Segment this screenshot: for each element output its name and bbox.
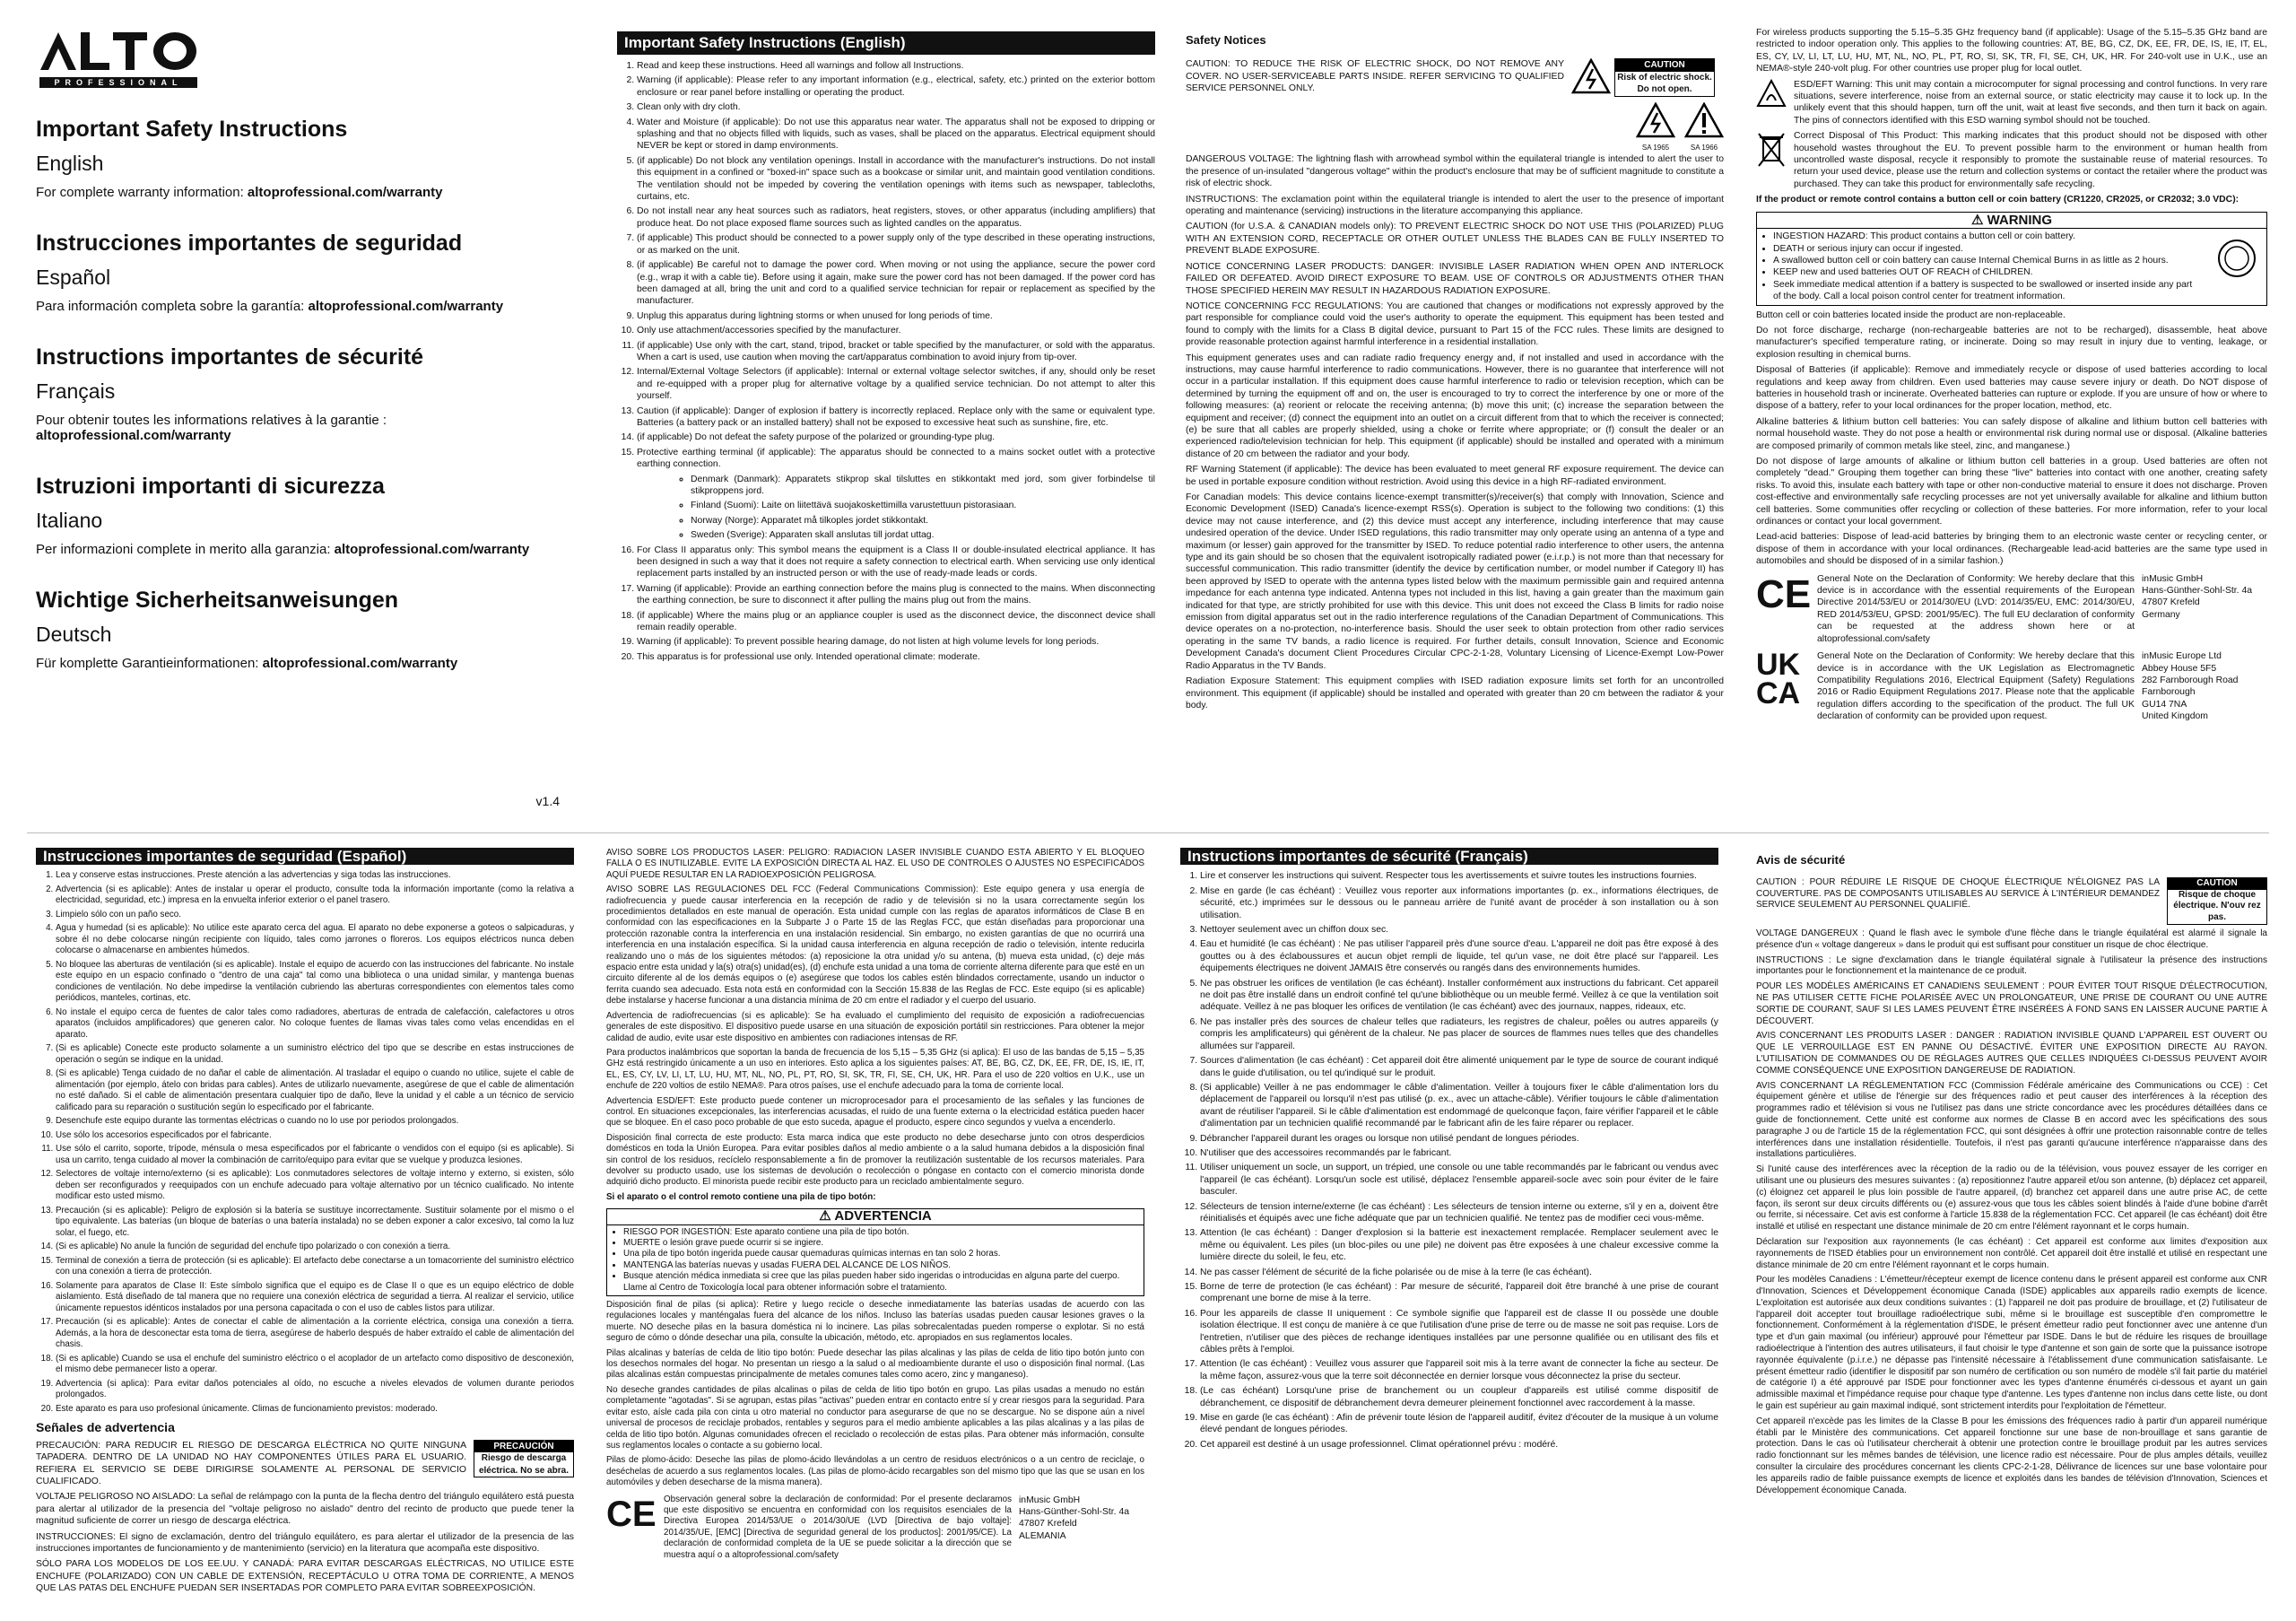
spanish-warning-box — [606, 1208, 1144, 1296]
address-line: Hans-Günther-Sohl-Str. 4a — [2142, 586, 2253, 597]
french-caution-label: CAUTION Risque de choque électrique. N'ouv rez pas. — [2167, 877, 2267, 925]
warranty-prefix: Per informazioni complete in merito alla garanzia: — [36, 542, 335, 557]
french-list — [1180, 870, 1718, 1451]
list-item: 10. Use sólo los accesorios especificados por el fabricante. — [56, 1130, 574, 1142]
ukca-mark-icon: UK CA — [1756, 648, 1801, 711]
french-notice-paragraph: Si l'unité cause des interférences avec la réception de la radio ou de la télévision, vous pouvez essayer de les corriger en utilisant une ou plusieurs des mesures suivantes : (a) repositionnez l'autre appareil et/ou son antenne, (b) déplacez cet appareil, (c) éloignez cet appareil le plus loin possible de l'autre appareil, (d) branchez cet appareil dans une autre prise AC, de cette façon, ils seront sur deux circuits différents ou (e) assurez-vous que tous les câbles soient blindés à l'aide d'une bobine d'arrêt ou ferrite, si nécessaire. Cet avis est conforme à l'article 15.838 de la réglementation FCC. Cet appareil (le cas échéant) doit être installé et utilisé en respectant une distance minimale de 20 cm entre l'élément rayonnant et le corps humain. — [1756, 1164, 2267, 1233]
french-notice-paragraph: Déclaration sur l'exposition aux rayonnements (le cas échéant) : Cet appareil est conforme aux limites d'exposition aux rayonnements de l'ISED établies pour un environnement non contrôlé. Cet appareil doit être installé et utilisé en respectant une distance minimale de 20 cm entre l'élément rayonnant et le corps humain. — [1756, 1236, 2267, 1270]
exclamation-triangle-icon — [1684, 102, 1724, 138]
lightning-warning-icon — [1571, 58, 1611, 94]
list-item: 19. Mise en garde (le cas échéant) : Afin de prévenir toute lésion de l'appareil auditif, évitez d'écouter de la musique à un volume élevé pendant de longues périodes. — [1200, 1412, 1718, 1436]
spanish-caution-block — [36, 1440, 574, 1488]
ce-mark-icon: CE — [606, 1494, 657, 1534]
list-item: ◦ Finland (Suomi): Laite on liitettävä suojakoskettimilla varustettuun pistorasiaan. — [691, 500, 1155, 511]
list-item: 7. (if applicable) This product should be connected to a power supply only of the type described in these operating instructions, or as marked on the unit. — [637, 232, 1155, 257]
list-item: 15. Protective earthing terminal (if applicable): The apparatus should be connected to a mains socket outlet with a protective earthing connection. — [637, 447, 1155, 471]
language-block — [36, 231, 574, 314]
list-item: 4. Agua y humedad (si es aplicable): No utilice este aparato cerca del agua. El aparato no debe exponerse a goteos o salpicaduras, y sobre él no debe colocarse ningún recipiente con líquido, tales como jarrones o floreros. Los equipos eléctricos nunca deben colocarse o almacenarse en ambientes húmedos. — [56, 923, 574, 957]
warning-items — [1757, 231, 2200, 302]
list-item: 7. (Si es aplicable) Conecte este producto solamente a un suministro eléctrico del tipo que se describe en estas instrucciones de operación o según se indique en la unidad. — [56, 1043, 574, 1066]
list-item: • DEATH or serious injury can occur if ingested. — [1773, 243, 2200, 255]
list-item: 8. (if applicable) Be careful not to damage the power cord. When moving or not using the appliance, secure the power cord (e.g., wrap it with a cable tie). Before using it again, make sure the power cord has not been damaged. If the power cord has been damaged at all, bring the unit and cord to a qualified service technician for repair or replacement as specified by the manufacturer. — [637, 259, 1155, 308]
ce-mark-icon: CE — [1756, 571, 1812, 616]
warranty-link[interactable]: altoprofessional.com/warranty — [334, 542, 530, 557]
list-item: 2. Mise en garde (le cas échéant) : Veuillez vous reporter aux informations importantes (p. ex., informations électriques, de sécurité, etc.) imprimées sur le dessous ou le panneau arrière de l'unité avant de procéder à son installation ou à son utilisation. — [1200, 885, 1718, 921]
page-divider — [27, 832, 2269, 833]
list-item: 1. Read and keep these instructions. Heed all warnings and follow all Instructions. — [637, 60, 1155, 72]
list-item: 5. Ne pas obstruer les orifices de ventilation (le cas échéant). Installer conformément aux instructions du fabricant. Cet appareil ne doit pas être installé dans un endroit confiné tel qu'une bibliothèque ou un meuble fermé. Veillez à ce que la ventilation soit adéquate. Veillez à ne pas bloquer les orifices de ventilation (le cas échéant) avec des journaux, nappes, rideaux, etc. — [1200, 978, 1718, 1014]
alto-logo — [36, 27, 206, 92]
disposal-row — [1756, 130, 2267, 194]
warning-triangle-icon: ⚠ — [819, 1208, 835, 1224]
esd-text: ESD/EFT Warning: This unit may contain a microcomputer for signal processing and control functions. In very rare situations, severe interference, noise from an external source, or static electricity may cause it to lock up. In the unlikely event that this should happen, turn off the unit, wait at least five seconds, and then turn it back on again. The pins of connectors identified with this ESD warning symbol should not be touched. — [1794, 79, 2267, 126]
list-item: 3. Clean only with dry cloth. — [637, 101, 1155, 113]
list-item: 16. Pour les appareils de classe II uniquement : Ce symbole signifie que l'appareil est de classe II ou possède une double isolation électrique. Il est conçu de manière à ce que l'utilisation d'une prise de terre ou de masse ne soit pas requise. Lors de l'entretien, n'utiliser que des pièces de rechange identiques installées par une personne qualifiée ou en utilisant des fils et câbles prêts à l'emploi. — [1200, 1308, 1718, 1356]
battery-paragraph: Do not dispose of large amounts of alkaline or lithium button cell batteries in a group. Used batteries are often not completely "dead." Grouping them together can bring these "live" batteries into contact with one another, creating safety risks. To avoid this, insulate each battery with tape or other non-conductive material to ensure it does not discharge. Proven cost-effective and environmentally safe recycling processes are not yet universally available for alkaline and lithium button cell batteries. Some communities offer recycling or collection of these batteries. For more information, refer to your local ordinances or contact your local government. — [1756, 457, 2267, 527]
spanish-notice-paragraph: Para productos inalámbricos que soportan la banda de frecuencia de los 5,15 – 5,35 GHz (si aplica): El uso de las bandas de 5,15 – 5,35 GHz está restringido únicamente a un uso en interiores. Esto aplica a los siguientes países: AT, BE, BG, CZ, DK, EE, FR, DE, IS, IE, IT, EL, ES, CY, LV, LI, LT, LU, HU, MT, NL, NO, PL, PT, RO, SI, SK, TR, FI, SE, CH, UK, HR. Para el uso de 220 voltios en U.K., use un enchufe de 220 voltios de estilo NEMA®. Para otros países, use el enchufe adecuado para la toma de corriente local. — [606, 1047, 1144, 1092]
address-line: ALEMANIA — [1019, 1530, 1066, 1541]
uk-text: General Note on the Declaration of Conformity: We hereby declare that this device is in accordance with the UK Legislation as Electromagnetic Compatibility Regulations 2016, Electrical Equipment (Safety) Regulations 2016 or Radio Equipment Regulations 2017. Please note that the applicable regulation differs according to the specification of the product. The full UK declaration of conformity can be provided upon request. — [1817, 651, 2135, 722]
address-line: inMusic GmbH — [1019, 1495, 1081, 1505]
address-line: inMusic Europe Ltd — [2142, 651, 2222, 662]
list-item: • MUERTE o lesión grave puede ocurrir si se ingiere. — [623, 1238, 1144, 1249]
list-item: 14. (if applicable) Do not defeat the safety purpose of the polarized or grounding-type plug. — [637, 431, 1155, 443]
language-heading: Instructions importantes de sécurité — [36, 344, 424, 370]
spanish-coin-line: Si el aparato o el control remoto contiene una pila de tipo botón: — [606, 1191, 876, 1202]
warranty-link[interactable]: altoprofessional.com/warranty — [308, 299, 504, 314]
esd-warning-icon — [1756, 79, 1787, 108]
warranty-line — [36, 656, 574, 671]
list-item: 17. Attention (le cas échéant) : Veuillez vous assurer que l'appareil soit mis à la terre avant de connecter la fiche au secteur. De la même façon, assurez-vous que la terre soit déconnectée en dernier lorsque vous déconnectez la prise du secteur. — [1200, 1358, 1718, 1382]
uk-address — [2142, 650, 2267, 722]
list-item: • MANTENGA las baterías nuevas y usadas FUERA DEL ALCANCE DE LOS NIÑOS. — [623, 1260, 1144, 1271]
french-notice-paragraph: AVIS CONCERNANT LES PRODUITS LASER : DANGER : RADIATION INVISIBLE QUAND L'APPAREIL EST OUVERT OU QUE LE VERROUILLAGE EST EN PANNE OU DÉSACTIVÉ. ÉVITER UNE EXPOSITION DIRECTE AU RAYON. L'UTILISATION DE COMMANDES OU DE RÉGLAGES AUTRES QUE CELLES INDIQUÉES CI-DESSUS PEUVENT AVOIR COMME CONSÉQUENCE UNE EXPOSITION DANGEREUSE DE RADIATION. — [1756, 1031, 2267, 1076]
spanish-notice-paragraph: Disposición final correcta de este producto: Esta marca indica que este producto no debe desecharse junto con otros desperdicios domésticos en toda la Unión Europea. Para evitar posibles daños al medio ambiente o a la salud humana debidos a la disposición final sin control de los residuos, recíclelo responsablemente a fin de promover la reutilización sustentable de los recursos materiales. Para devolver su producto usado, use los sistemas de devolución o recolección o póngase en contacto con el comercio minorista donde adquirió dicho producto. El minorista puede recibir este producto para un reciclado ambientalmente seguro. — [606, 1132, 1144, 1188]
list-item: 2. Warning (if applicable): Please refer to any important information (e.g., electrical, safety, etc.) printed on the exterior bottom enclosure or rear panel before installing or operating the product. — [637, 74, 1155, 99]
warning-triangle-icon: ⚠ — [1970, 212, 1987, 228]
language-heading: Wichtige Sicherheitsanweisungen — [36, 588, 399, 613]
spanish-paragraph: VOLTAJE PELIGROSO NO AISLADO: La señal de relámpago con la punta de la flecha dentro del triángulo equilátero está puesta para alertar al utilizador de la presencia del "voltaje peligroso no aislado" dentro del recinto de producto que puede tener la magnitud suficiente de correr un riesgo de descarga eléctrica. — [36, 1492, 574, 1527]
caution-label: CAUTION Risk of electric shock. Do not open. — [1614, 58, 1715, 96]
language-name: Deutsch — [36, 623, 112, 646]
french-notice-paragraph: INSTRUCTIONS : Le signe d'exclamation dans le triangle équilatéral signale à l'utilisateur la présence des instructions importantes pour le fonctionnement et la maintenance de ce produit. — [1756, 954, 2267, 977]
warranty-line — [36, 413, 574, 443]
warranty-line — [36, 542, 574, 557]
list-item: 9. Desenchufe este equipo durante las tormentas eléctricas o cuando no lo use por periodos prolongados. — [56, 1116, 574, 1128]
address-line: inMusic GmbH — [2142, 573, 2204, 584]
battery-disposal-paragraphs — [1756, 309, 2267, 568]
english-title: Important Safety Instructions (English) — [617, 31, 1155, 55]
list-item: 4. Water and Moisture (if applicable): Do not use this apparatus near water. The apparatus shall not be exposed to dripping or splashing and that no objects filled with liquids, such as vases, shall be placed on the apparatus. Electrical equipment should NEVER be kept or stored in damp environments. — [637, 117, 1155, 153]
list-item: 3. Nettoyer seulement avec un chiffon doux sec. — [1200, 924, 1718, 936]
spanish-notice-paragraphs — [606, 848, 1144, 1189]
list-item: 16. For Class II apparatus only: This symbol means the equipment is a Class II or double-insulated electrical appliance. It has been designed in such a way that it does not require a safety connection to electrical earth. When servicing use only identical replacement parts installed by an instructed person or with the use of ready-made leads or cords. — [637, 545, 1155, 580]
list-item: 8. (Si es aplicable) Tenga cuidado de no dañar el cable de alimentación. Al trasladar el equipo o cuando no utilice, sujete el cable de alimentación (por ejemplo, átelo con bridas para cables). Antes de utilizarlo nuevamente, asegúrese de que el cable de alimentación no esté dañado. Si el cable de alimentación presentara cualquier tipo de daño, lleve la unidad y el cable a un técnico de servicio calificado para su reparación o sustitución según lo especificado por el fabricante. — [56, 1068, 574, 1113]
language-heading: Istruzioni importanti di sicurezza — [36, 474, 385, 499]
list-item: 5. (if applicable) Do not block any ventilation openings. Install in accordance with the manufacturer's instructions. Do not install this equipment in a confined or "boxed-in" space such as a bookcase or similar unit, and maintain good ventilation conditions. The ventilation should not be impeded by covering the ventilation openings with items such as newspaper, tablecloths, curtains, etc. — [637, 155, 1155, 204]
list-item: • RIESGO POR INGESTIÓN: Este aparato contiene una pila de tipo botón. — [623, 1227, 1144, 1238]
list-item: 17. Precaución (si es aplicable): Antes de conectar el cable de alimentación a la corriente eléctrica, consiga una conexión a tierra. Además, a la hora de desconectar esta toma de tierra, asegúrese de haberlo después de haber extraído el cable de alimentación del chasis. — [56, 1317, 574, 1351]
list-item: 19. Advertencia (si aplica): Para evitar daños potenciales al oído, no escuche a niveles elevados de volumen durante periodos prolongados. — [56, 1379, 574, 1401]
french-notice-paragraph: AVIS CONCERNANT LA RÉGLEMENTATION FCC (Commission Fédérale américaine des Communications ou CCE) : Cet équipement génère et utilise de l'énergie sur des fréquences radio et peut causer des interférences à la réception des programmes radio et télévision si vous ne l'utilisez pas dans une stricte concordance avec les procédures détaillées dans ce guide de fonctionnement. Cette unité est conforme aux normes de Classe B en accord avec les spécifications des sous paragraphe J ou de l'article 15 de la réglementation FCC, qui sont désignées à offrir une protection raisonnable contre de telles interférences dans une installation résidentielle. Toutefois, il n'est pas garanti qu'aucune interférence n'apparaisse dans des installations particulières. — [1756, 1080, 2267, 1160]
list-item: 11. (if applicable) Use only with the cart, stand, tripod, bracket or table specified by the manufacturer, or sold with the apparatus. When a cart is used, use caution when moving the cart/apparatus combination to avoid injury from tip-over. — [637, 340, 1155, 364]
language-index — [36, 27, 574, 816]
language-heading: Instrucciones importantes de seguridad — [36, 231, 463, 256]
warranty-line — [36, 185, 574, 200]
list-item: 14. Ne pas casser l'élément de sécurité de la fiche polarisée ou de mise à la terre (le cas échéant). — [1200, 1267, 1718, 1278]
notice-paragraph: This equipment generates uses and can radiate radio frequency energy and, if not installed and used in accordance with the instructions, may cause harmful interference to radio communications. However, there is no guarantee that interference will not occur in a particular installation. If this equipment does cause harmful interference to radio or television reception, which can be determined by turning the equipment off and on, the user is encouraged to try to correct the interference by one or more of the following measures: (a) reorient or relocate the receiving antenna; (b) move this unit; (c) increase the separation between the equipment and receiver; (d) connect the equipment into an outlet on a circuit different from that to which the receiver is connected; (e) be sure that all cables are properly shielded, using a choke or ferrite where appropriate; or (f) consult the dealer or an experienced radio/television technician for help. This equipment (if applicable) should be installed and operated with a minimum distance of 20 cm between the radiator and your body. — [1186, 353, 1724, 459]
spanish-ce-address — [1019, 1495, 1144, 1543]
spanish-battery-paragraph: Disposición final de pilas (si aplica): Retire y luego recicle o deseche inmediatamente las baterías usadas de acuerdo con las regulaciones locales y manténgalas fuera del alcance de los niños. Incluso las baterías usadas pueden causar lesiones graves o la muerte. NO deseche pilas en la basura doméstica ni lo incinere. Las pilas sobrecalentadas pueden romperse o explotar. Si no está seguro de cómo o dónde desechar una pila, consulte la ubicación, método, etc. apropiados en sus reglamentos locales. — [606, 1300, 1144, 1344]
warranty-line — [36, 299, 574, 314]
list-item: 9. Unplug this apparatus during lightning storms or when unused for long periods of time. — [637, 310, 1155, 322]
french-notice-paragraph: Cet appareil n'excède pas les limites de la Classe B pour les émissions des fréquences radio à partir d'un appareil numérique établi par le Ministère des communications. Cet appareil fonctionne sur une base de non-brouillage et sans garantie de protection. Dans le cas où l'utilisateur chercherait à obtenir une protection contre le brouillage produit par les autres services radio fonctionnant sur les mêmes bandes de télévision, une licence radio est nécessaire. Pour de plus amples détails, veuillez consulter la circulaire des procédures concernant les clients CPC-2-1-28, Délivrance de licences sur une base volontaire pour les appareils radio de faible puissance exempts de licence et exploités dans les bandes de télévision d'Innovation, Sciences et Développement économique Canada. — [1756, 1416, 2267, 1495]
list-item: • KEEP new and used batteries OUT OF REACH of CHILDREN. — [1773, 266, 2200, 278]
address-line: GU14 7NA — [2142, 699, 2187, 710]
nordic-sublist — [637, 474, 1155, 542]
warranty-prefix: Pour obtenir toutes les informations relatives à la garantie : — [36, 413, 387, 428]
french-notice-paragraph: VOLTAGE DANGEREUX : Quand le flash avec le symbole d'une flèche dans le triangle équilatéral est alarmé il signale la présence d'un « voltage dangereux » dans le produit qui est suffisant pour constituer un risque de choc électrique. — [1756, 928, 2267, 950]
ce-text: General Note on the Declaration of Conformity: We hereby declare that this device is in accordance with the essential requirements of the European Directive 2014/53/EU or 2014/30/EU (LVD: 2014/35/EU, EMC: 2014/30/EU, RED 2014/53/EU, GPSD: 2001/95/EC). The full EU declaration of conformity can be requested at the address shown here or at altoprofessional.com/safety — [1817, 573, 2135, 644]
spanish-warning-title: ADVERTENCIA — [834, 1208, 932, 1224]
version-label: v1.4 — [535, 794, 560, 808]
list-item: ◦ Norway (Norge): Apparatet må tilkoples jordet stikkontakt. — [691, 515, 1155, 527]
alto-logo-mark — [36, 27, 206, 81]
address-line: Abbey House 5F5 — [2142, 663, 2217, 674]
spanish-signals-title: Señales de advertencia — [36, 1420, 175, 1435]
address-line: Hans-Günther-Sohl-Str. 4a — [1019, 1506, 1130, 1517]
ce-address — [2142, 573, 2267, 622]
list-item: • INGESTION HAZARD: This product contains a button cell or coin battery. — [1773, 231, 2200, 242]
list-item: 18. (Si es aplicable) Cuando se usa el enchufe del suministro eléctrico o el acoplador de un artefacto como dispositivo de desconexión, el mismo debe permanecer listo a operar. — [56, 1354, 574, 1376]
address-line: Farnborough — [2142, 687, 2196, 698]
spanish-battery-paragraph: No deseche grandes cantidades de pilas alcalinas o pilas de celda de litio tipo botón en grupo. Las pilas usadas a menudo no están completamente "agotadas". Si se agrupan, estas pilas "activas" pueden entrar en contacto entre sí y crear riesgos para la seguridad. Para evitar esto, aísle cada pila con cinta u otro material no conductor para asegurarse de que no se descargue. No se dispone aún a nivel universal de procesos de reciclaje probados, rentables y seguros para el medio ambiente aplicables a las pilas alcalinas y a las pilas de celda de litio tipo botón. Algunas comunidades ofrecen el reciclado o recolección de estas pilas. Para obtener más información, consulte sus reglamentos locales o contacte a su gobierno local. — [606, 1384, 1144, 1451]
notice-paragraph: Radiation Exposure Statement: This equipment complies with ISED radiation exposure limits set forth for an uncontrolled environment. This equipment (if applicable) should be installed and operated with greater than 20 cm between the radiator & your body. — [1186, 676, 1724, 710]
coin-line: If the product or remote control contains a button cell or coin battery (CR1220, CR2025, or CR2032; 3.0 VDC): — [1756, 195, 2239, 205]
list-item: 18. (if applicable) Where the mains plug or an appliance coupler is used as the disconnect device, the disconnect device shall remain readily operable. — [637, 610, 1155, 634]
french-notice-paragraph: POUR LES MODÈLES AMÉRICAINS ET CANADIENS SEULEMENT : POUR ÉVITER TOUT RISQUE D'ÉLECTROCUTION, NE PAS UTILISER CETTE FICHE POLARISÉE AVEC UN PROLONGATEUR, UNE PRISE DE COURANT OU UNE AUTRE SORTIE DE COURANT, SAUF SI LES LAMES PEUVENT ÊTRE INSÉRÉES À FOND SANS EN LAISSER AUCUNE PARTIE À DÉCOUVERT. — [1756, 981, 2267, 1026]
list-item: 1. Lire et conserver les instructions qui suivent. Respecter tous les avertissements et suivre toutes les instructions fournies. — [1200, 870, 1718, 882]
list-item: 7. Sources d'alimentation (le cas échéant) : Cet appareil doit être alimenté uniquement par le type de source de courant indiqué dans le guide d'utilisation, ou tel qu'indiqué sur le produit. — [1200, 1055, 1718, 1079]
warranty-prefix: Para información completa sobre la garantía: — [36, 299, 309, 314]
list-item: 15. Terminal de conexión a tierra de protección (si es aplicable): El artefacto debe conectarse a un tomacorriente del suministro eléctrico con una conexión a tierra de protección. — [56, 1256, 574, 1278]
language-block — [36, 117, 574, 200]
notices-title: Safety Notices — [1186, 34, 1266, 47]
notice-paragraph: NOTICE CONCERNING FCC REGULATIONS: You are cautioned that changes or modifications not expressly approved by the part responsible for compliance could void the user's authority to operate the equipment. This equipment has been tested and found to comply with the limits for a Class B digital device, pursuant to Part 15 of the FCC rules. These limits are designed to provide reasonable protection against harmful interference in a residential installation. — [1186, 301, 1724, 348]
esd-row — [1756, 79, 2267, 131]
notice-paragraph: NOTICE CONCERNING LASER PRODUCTS: DANGER: INVISIBLE LASER RADIATION WHEN OPEN AND INTERLOCK FAILED OR DEFEATED. AVOID DIRECT EXPOSURE TO BEAM. USE OF CONTROLS OR ADJUSTMENTS OTHER THAN THOSE SPECIFIED HEREIN MAY RESULT IN HAZARDOUS RADIATION EXPOSURE. — [1186, 261, 1724, 296]
caution-icons: CAUTION Risk of electric shock. Do not open. SA 1965 SA 1966 — [1571, 58, 1724, 153]
address-line: 47807 Krefeld — [2142, 597, 2200, 608]
address-line: United Kingdom — [2142, 711, 2208, 722]
spanish-paragraph: SÓLO PARA LOS MODELOS DE LOS EE.UU. Y CANADÁ: PARA EVITAR DESCARGAS ELÉCTRICAS, NO UTILICE ESTE ENCHUFE (POLARIZADO) CON UN CABLE DE EXTENSIÓN, RECEPTÁCULO U OTRA TOMA DE CORRIENTE, A MENOS QUE LAS PATAS DEL ENCHUFE PUEDAN SER INSERTADAS POR COMPLETO PARA EVITAR SOBREEXPOSICIÓN. — [36, 1559, 574, 1594]
battery-paragraph: Do not force discharge, recharge (non-rechargeable batteries are not to be recharged), disassemble, heat above manufacturer's specified temperature rating, or incinerate. Doing so may result in injury due to venting, leakage, or explosion resulting in chemical burns. — [1756, 325, 2267, 360]
list-item: • Busque atención médica inmediata si cree que las pilas pueden haber sido ingeridas o introducidas en alguna parte del cuerpo. Llame al Centro de Toxicología local para obtener información sobre el tratamiento. — [623, 1271, 1144, 1294]
language-block — [36, 474, 574, 557]
list-item: 18. (Le cas échéant) Lorsqu'une prise de branchement ou un coupleur d'appareils est utilisé comme dispositif de débranchement, ce dispositif de débranchement devra demeurer pleinement fonctionnel avec raccordement à la masse. — [1200, 1385, 1718, 1409]
list-item: 15. Borne de terre de protection (le cas échéant) : Par mesure de sécurité, l'appareil doit être branché à une prise de courant comprenant une borne de mise à la terre. — [1200, 1281, 1718, 1305]
spanish-battery-paragraph: Pilas alcalinas y baterías de celda de litio tipo botón: Puede desechar las pilas alcalinas y las pilas de celda de litio tipo botón junto con los desechos normales del hogar. No presentan un riesgo a la salud o al medioambiente durante el uso o disposición final normal. (Las pilas alcalinas están compuestas principalmente de metales comunes tales como acero, zinc y manganeso). — [606, 1347, 1144, 1381]
language-heading: Important Safety Instructions — [36, 117, 348, 142]
language-name: Español — [36, 266, 111, 289]
list-item: 14. (Si es aplicable) No anule la función de seguridad del enchufe tipo polarizado o con conexión a tierra. — [56, 1242, 574, 1253]
french-section — [1180, 848, 1718, 1610]
notice-paragraph: RF Warning Statement (if applicable): The device has been evaluated to meet general RF exposure requirement. The device can be used in portable exposure condition without restriction. Avoid using this device in a high RF-radiated environment. — [1186, 465, 1724, 487]
list-item: 11. Utiliser uniquement un socle, un support, un trépied, une console ou une table recommandés par le fabricant ou vendus avec l'appareil (le cas échéant). Lorsqu'un socle est utilisé, déplacez l'ensemble appareil-socle avec soin pour éviter de le faire basculer. — [1200, 1162, 1718, 1198]
ukca-declaration — [1756, 650, 2267, 722]
list-item: 12. Selectores de voltaje interno/externo (si es aplicable): Los conmutadores selectores de voltaje interno y externo, si existen, sólo deben ser reconfigurados y reequipados con un enchufe adecuado para voltaje alternativo por un técnico cualificado. No intente modificar esto usted mismo. — [56, 1169, 574, 1203]
language-list — [36, 117, 574, 702]
address-line: Germany — [2142, 609, 2180, 620]
warranty-link[interactable]: altoprofessional.com/warranty — [262, 656, 458, 671]
notice-paragraph: INSTRUCTIONS: The exclamation point within the equilateral triangle is intended to alert the user to the presence of important operating and maintenance (servicing) instructions in the literature accompanying this appliance. — [1186, 194, 1724, 217]
spanish-ce-declaration — [606, 1495, 1144, 1561]
notice-paragraph: For Canadian models: This device contains licence-exempt transmitter(s)/receiver(s) that comply with Innovation, Science and Economic Development (ISED) Canada's licence-exempt RSS(s). Operation is subject to the following two conditions: (1) this device may not cause interference, and (2) this device must accept any interference, including interference that may cause undesired operation of the device. Under ISED regulations, this radio transmitter may only operate using an antenna of a type and maximum (or lesser) gain approved for the transmitter by ISED. To reduce potential radio interference to other users, the antenna type and its gain should be so chosen that the equivalent isotropically radiated power (e.i.r.p.) is not more than that necessary for successful communication. This radio transmitter (identify the device by certification number, or model number if Category II) has been approved by ISED to operate with the antenna types listed below with the maximum permissible gain and required antenna impedance for each antenna type indicated. Antenna types not included in this list, having a gain greater than the maximum gain indicated for that type, are strictly prohibited for use with this device. This unit does not exceed the Class B limits for radio noise emission from digital apparatus set out in the radio interference regulations of the Canadian Department of Communications. This device operates on a no-protection, no-interference basis. Should the user seek to obtain protection from other radio services operating in the same TV bands, a radio licence is required. For further details, consult Innovation, Science and Economic Development Canada's document Client Procedures Circular CPC-2-1-28, Voluntary Licensing of Licence-Exempt Low-Power Radio Apparatus in the TV Bands. — [1186, 492, 1724, 671]
list-item: 6. No instale el equipo cerca de fuentes de calor tales como radiadores, aberturas de entrada de calefacción, calefactores u otros aparatos (incluidos amplificadores) que generen calor. No coloque fuentes de llamas vivas tales como velas encendidas en el aparato. — [56, 1007, 574, 1041]
language-name: English — [36, 152, 104, 175]
french-notices — [1756, 848, 2267, 1610]
safety-notices — [1186, 34, 1724, 815]
caution-block — [1186, 58, 1724, 153]
list-item: 10. Only use attachment/accessories specified by the manufacturer. — [637, 325, 1155, 336]
spanish-caution-text: PRECAUCIÓN: PARA REDUCIR EL RIESGO DE DESCARGA ELÉCTRICA NO QUITE NINGUNA TAPADERA. DENTRO DE LA UNIDAD NO HAY COMPONENTES ÚTILES PARA EL USUARIO. REFIERA EL SERVICIO SE DEBE DIRIGIRSE SOLAMENTE AL PERSONAL DE SERVICIO CUALIFICADO. — [36, 1440, 466, 1487]
language-name: Italiano — [36, 509, 103, 532]
french-notice-paragraphs — [1756, 928, 2267, 1496]
spanish-ce-text: Observación general sobre la declaración de conformidad: Por el presente declaramos que este dispositivo se encuentra en conformidad con los requisitos esenciales de la Directiva Europea 2014/53/UE o 2014/30/UE (LVD [Directiva de bajo voltaje]: 2014/35/UE, [EMC] [Directiva de seguridad general de los productos]: 2001/95/CE). La declaración de conformidad completa de la UE se puede solicitar a la dirección que se muestra aquí o a altoprofessional.com/safety — [664, 1494, 1012, 1560]
french-notices-title: Avis de sécurité — [1756, 853, 1846, 867]
list-item: 20. Este aparato es para uso profesional únicamente. Climas de funcionamiento previstos: moderado. — [56, 1404, 574, 1416]
battery-paragraph: Alkaline batteries & lithium button cell batteries: You can safely dispose of alkaline and lithium button cell batteries with normal household waste. They do not pose a health or environmental risk during normal use or disposal. (Alkaline batteries are composed primarily of common metals like steel, zinc, and manganese.) — [1756, 416, 2267, 451]
spanish-battery-paragraphs — [606, 1300, 1144, 1489]
spanish-title: Instrucciones importantes de seguridad (Español) — [36, 848, 574, 865]
spanish-notice-paragraph: AVISO SOBRE LOS PRODUCTOS LÁSER: PELIGRO: RADIACIÓN LÁSER INVISIBLE CUANDO ESTÁ ABIERTO Y EL BLOQUEO FALLA O ES INUTILIZABLE. EVITE LA EXPOSICIÓN DIRECTA AL HAZ. EL USO DE CONTROLES O AJUSTES NO ESPECIFICADOS AQUÍ PUEDE RESULTAR EN LA RADIOEXPOSICIÓN PELIGROSA. — [606, 848, 1144, 880]
list-item: 6. Do not install near any heat sources such as radiators, heat registers, stoves, or other apparatus (including amplifiers) that produce heat. Do not place exposed flame sources such as lighted candles on the apparatus. — [637, 205, 1155, 230]
spanish-notice-paragraph: AVISO SOBRE LAS REGULACIONES DEL FCC (Federal Communications Commission): Este equipo genera y usa energía de radiofrecuencia y puede causar interferencia en la recepción de radio y de televisión si no la usara correctamente según los procedimientos detallados en este manual de operación. Esta unidad cumple con las reglas de aparatos informáticos de Clase B en conformidad con las especificaciones en la Subparte J o Parte 15 de las Reglas FCC, que están diseñadas para proporcionar una protección razonable contra la interferencia en una instalación residencial. Sin embargo, no existen garantías de que no ocurrirá una interferencia en una instalación específica. Si la unidad causa interferencia en alguna recepción de radio o televisión, intente reducirla realizando uno o más de los siguientes métodos: (a) reposicione la otra unidad y/o su antena, (b) mueva esta unidad, (c) deje más espacio entre esta unidad y la(s) otra(s) unidad(es), (d) enchufe esta unidad a una toma de corriente alterna diferente para que esté en un circuito diferente al de los demás equipos o (e) asegúrese que todos los cables estén blindados correctamente, usando un inductor o ferrita cuando sea adecuado. Esta nota está en conformidad con la Sección 15.838 de las Reglas de FCC. Este equipo (si es aplicable) debe instalarse y hacerse funcionar a una distancia mínima de 20 cm entre el radiador y el cuerpo del usuario. — [606, 885, 1144, 1007]
list-item: ◦ Denmark (Danmark): Apparatets stikprop skal tilsluttes en stikkontakt med jord, som giver forbindelse til stikproppens jord. — [691, 474, 1155, 498]
list-item: 5. No bloquee las aberturas de ventilación (si es aplicable). Instale el equipo de acuerdo con las instrucciones del fabricante. No instale este equipo en un espacio confinado o "dentro de una caja" tal como una biblioteca o una unidad similar, y mantenga buenas condiciones de ventilación. No debe impedirse la ventilación cubriendo las aberturas correspondientes con elementos tales como periódicos, manteles, cortinas, etc. — [56, 960, 574, 1005]
french-caution-text: CAUTION : POUR RÉDUIRE LE RISQUE DE CHOQUE ÉLECTRIQUE N'ÉLOIGNEZ PAS LA COUVERTURE. PAS DE COMPOSANTS UTILISABLES AU SERVICE À L'INTÉRIEUR DEMANDEZ SERVICE SEULEMENT AU PERSONNEL QUALIFIÉ. — [1756, 876, 2160, 911]
spanish-caution-label: PRECAUCIÓN Riesgo de descarga eléctrica. No se abra. — [474, 1440, 574, 1477]
coin-battery-icon — [2214, 236, 2259, 281]
list-item: 4. Eau et humidité (le cas échéant) : Ne pas utiliser l'appareil près d'une source d'eau. L'appareil ne doit pas être exposé à des gouttes ou à des éclaboussures et aucun objet rempli de liquide, tel qu'un vase, ne doit être placé sur l'appareil. Les équipements électriques ne doivent JAMAIS être conservés ou rangés dans des environnements humides. — [1200, 938, 1718, 974]
list-item: 20. This apparatus is for professional use only. Intended operational climate: moderate. — [637, 651, 1155, 663]
list-item: 12. Internal/External Voltage Selectors (if applicable): Internal or external voltage selector switches, if any, should only be reset and re-equipped with a proper plug for alternative voltage by a qualified service technician. Do not attempt to alter this yourself. — [637, 366, 1155, 402]
spanish-list — [36, 870, 574, 1415]
spanish-section — [36, 848, 574, 1610]
french-title: Instructions importantes de sécurité (Français) — [1180, 848, 1718, 865]
french-notice-paragraph: Pour les modèles Canadiens : L'émetteur/récepteur exempt de licence contenu dans le présent appareil est conforme aux CNR d'Innovation, Sciences et Développement économique Canada (ISDE) applicables aux appareils radio exempts de licence. L'exploitation est autorisée aux deux conditions suivantes : (1) l'appareil ne doit pas produire de brouillage, et (2) l'utilisateur de l'appareil doit accepter tout brouillage radioélectrique subi, même si le brouillage est susceptible d'en compromettre le fonctionnement. Conformément à la réglementation d'ISDE, le présent émetteur radio peut fonctionner avec une antenne d'un type et d'un gain maximal (ou inférieur) approuvé pour l'émetteur par ISDE. Dans le but de réduire les risques de brouillage radioélectrique à l'intention des autres utilisateurs, il faut choisir le type d'antenne et son gain de sorte que la puissance isotrope rayonnée équivalente (p.i.r.e.) ne dépasse pas l'intensité nécessaire à l'établissement d'une communication satisfaisante. Le présent émetteur radio (identifier le dispositif par son numéro de certification ou son numéro de modèle s'il fait partie du matériel de catégorie I) a été approuvé par ISDE pour fonctionner avec les types d'antenne énumérés ci-dessous et ayant un gain admissible maximal et l'impédance requise pour chaque type d'antenne. Les types d'antenne non inclus dans cette liste, ou dont le gain est supérieur au gain maximal indiqué, sont strictement interdits pour l'exploitation de l'émetteur. — [1756, 1275, 2267, 1412]
disposal-text: Correct Disposal of This Product: This marking indicates that this product should not be disposed with other household wastes throughout the EU. To prevent possible harm to the environment or human health from uncontrolled waste disposal, recycle it responsibly to promote the sustainable reuse of material resources. To return your used device, please use the return and collection systems or contact the retailer where the product was purchased. They can take this product for environmentally safe recycling. — [1794, 131, 2267, 189]
spanish-battery-paragraph: Pilas de plomo-ácido: Deseche las pilas de plomo-ácido llevándolas a un centro de residuos electrónicos o a un centro de reciclaje, o deséchelas de acuerdo a sus reglamentos locales. (Las pilas de plomo-ácido recargables son del mismo tipo que las que se usan en los automóviles y deben desecharse de la misma manera). — [606, 1455, 1144, 1488]
list-item: • Seek immediate medical attention if a battery is suspected to be swallowed or inserted inside any part of the body. Call a local poison control center for treatment information. — [1773, 279, 2200, 303]
list-item: 8. (Si applicable) Veiller à ne pas endommager le câble d'alimentation. Veiller à toujours fixer le câble d'alimentation lors du déplacement de l'appareil ou lorsqu'il n'est pas utilisé (p. ex., avec un attache-câble). Vérifier toujours le câble d'alimentation avant de réutiliser l'appareil. Si le câble d'alimentation est endommagé de quelconque façon, faire vérifier l'appareil et le câble d'alimentation par un technicien qualifié recommandé par le fabricant afin de les faire réparer ou replacer. — [1200, 1082, 1718, 1130]
ce-declaration — [1756, 573, 2267, 645]
spanish-notice-paragraph: Advertencia de radiofrecuencias (si es aplicable): Se ha evaluado el cumplimiento del requisito de exposición a radiofrecuencias generales de este dispositivo. El dispositivo puede usarse en una situación de exposición portátil sin restricciones. Para obtener la mejor calidad de audio, evite usar este dispositivo en ambientes con radiaciones intensas de RF. — [606, 1010, 1144, 1043]
list-item: 12. Sélecteurs de tension interne/externe (le cas échéant) : Les sélecteurs de tension interne ou externe, s'il y en a, doivent être réinitialisés et équipés avec une fiche adéquate que par un technicien qualifié. Ne tentez pas de modifier ceci vous-même. — [1200, 1201, 1718, 1225]
list-item: 13. Caution (if applicable): Danger of explosion if battery is incorrectly replaced. Replace only with the same or equivalent type. Batteries (a battery pack or an installed battery) shall not be exposed to excessive heat such as sunshine, fire, etc. — [637, 405, 1155, 430]
spanish-paragraphs — [36, 1491, 574, 1594]
list-item: 11. Use sólo el carrito, soporte, trípode, ménsula o mesa especificados por el fabricante o vendidos con el equipo (si es aplicable). Si usa un carrito, tenga cuidado al mover la combinación de carrito/equipo para evitar que se vuelque y produzca lesiones. — [56, 1144, 574, 1166]
address-line: 47807 Krefeld — [1019, 1519, 1077, 1529]
battery-paragraph: Button cell or coin batteries located inside the product are non-replaceable. — [1756, 309, 2066, 320]
wireless-battery-section — [1756, 27, 2267, 816]
alto-tagline: PROFESSIONAL — [39, 77, 197, 88]
warranty-link[interactable]: altoprofessional.com/warranty — [247, 185, 443, 200]
list-item: 19. Warning (if applicable): To prevent possible hearing damage, do not listen at high volume levels for long periods. — [637, 636, 1155, 648]
notice-paragraph: DANGEROUS VOLTAGE: The lightning flash with arrowhead symbol within the equilateral triangle is intended to alert the user to the presence of un-insulated "dangerous voltage" within the product's enclosure that may be of sufficient magnitude to constitute a risk of electric shock. — [1186, 154, 1724, 189]
notice-paragraph: CAUTION (for U.S.A. & CANADIAN models only): TO PREVENT ELECTRIC SHOCK DO NOT USE THIS (POLARIZED) PLUG WITH AN EXTENSION CORD, RECEPTACLE OR OTHER OUTLET UNLESS THE BLADES CAN BE FULLY INSERTED TO PREVENT BLADE EXPOSURE. — [1186, 222, 1724, 257]
english-list — [617, 60, 1155, 663]
warranty-link[interactable]: altoprofessional.com/warranty — [36, 428, 231, 443]
spanish-notice-paragraph: Advertencia ESD/EFT: Este producto puede contener un microprocesador para el procesamiento de las señales y las funciones de control. En situaciones excepcionales, las interferencias acusadas, el ruido de una fuente externa o la electricidad estática pueden hacer que se bloquee. En el caso poco probable de que esto suceda, apague el producto, espere cinco segundos y vuelva a encenderlo. — [606, 1095, 1144, 1129]
notice-paragraphs — [1186, 153, 1724, 711]
language-block — [36, 588, 574, 671]
list-item: 3. Limpielo sólo con un paño seco. — [56, 910, 574, 921]
list-item: 20. Cet appareil est destiné à un usage professionnel. Climat opérationnel prévu : modéré. — [1200, 1439, 1718, 1451]
battery-paragraph: Disposal of Batteries (if applicable): Remove and immediately recycle or dispose of used batteries according to local regulations and keep away from children. Even used batteries may cause severe injury or death. Do NOT dispose of batteries in household trash or incinerate. Overheated batteries can rupture or explode. If you are unsure of how or where to dispose of a battery, refer to your local ordinances for the proper location, method, etc. — [1756, 365, 2267, 412]
warranty-prefix: Für komplette Garantieinformationen: — [36, 656, 263, 671]
caution-text: CAUTION: TO REDUCE THE RISK OF ELECTRIC SHOCK, DO NOT REMOVE ANY COVER. NO USER-SERVICEABLE PARTS INSIDE. REFER SERVICING TO QUALIFIED SERVICE PERSONNEL ONLY. — [1186, 59, 1564, 94]
list-item: 13. Precaución (si es aplicable): Peligro de explosión si la batería se sustituye incorrectamente. Sustituir solamente por el mismo o el tipo equivalente. Las baterías (un bloque de baterías o una batería instalada) no se deben exponer a calor excesivo, tal como la luz solar, el fuego, etc. — [56, 1206, 574, 1240]
english-section — [617, 31, 1155, 812]
list-item: 1. Lea y conserve estas instrucciones. Preste atención a las advertencias y siga todas las instrucciones. — [56, 870, 574, 882]
address-line: 282 Farnborough Road — [2142, 675, 2239, 685]
weee-bin-icon — [1756, 130, 1787, 170]
list-item: • A swallowed button cell or coin battery can cause Internal Chemical Burns in as little as 2 hours. — [1773, 255, 2200, 266]
warranty-prefix: For complete warranty information: — [36, 185, 248, 200]
spanish-notices — [606, 848, 1144, 1610]
lightning-triangle-icon — [1636, 102, 1675, 138]
language-block — [36, 344, 574, 443]
list-item: 10. N'utiliser que des accessoires recommandés par le fabricant. — [1200, 1147, 1718, 1159]
wireless-intro: For wireless products supporting the 5.15–5.35 GHz frequency band (if applicable): Usage of the 5.15–5.35 GHz band are restricted to indoor operation only. This applies to the following countries: AT, BE, BG, CZ, DK, EE, FR, DE, IS, IE, IT, EL, ES, CY, LV, LI, LT, LU, HU, MT, NL, NO, PL, PT, RO, SI, SK, TR, FI, SE, CH, UK, HR. For 240-volt use in U.K., use an NEMA®-style 240-volt plug. For other countries use proper plug for local outlet. — [1756, 28, 2267, 74]
list-item: • Una pila de tipo botón ingerida puede causar quemaduras químicas internas en tan solo 2 horas. — [623, 1249, 1144, 1259]
spanish-warning-items — [607, 1227, 1144, 1294]
spanish-paragraph: INSTRUCCIONES: El signo de exclamación, dentro del triángulo equilátero, es para alertar el utilizador de la presencia de las instrucciones importantes de funcionamiento y de mantenimiento (servicio) en la literatura que acompaña este dispositivo. — [36, 1531, 574, 1555]
list-item: 2. Advertencia (si es aplicable): Antes de instalar u operar el producto, consulte toda la información importante (como la relativa a electricidad, seguridad, etc.) impresa en la envuelta inferior exterior o el panel trasero. — [56, 885, 574, 907]
list-item: ◦ Sweden (Sverige): Apparaten skall anslutas till jordat uttag. — [691, 529, 1155, 541]
language-name: Français — [36, 379, 116, 403]
list-item: 9. Débrancher l'appareil durant les orages ou lorsque non utilisé pendant de longues périodes. — [1200, 1133, 1718, 1145]
battery-warning-box — [1756, 212, 2267, 306]
list-item: 13. Attention (le cas échéant) : Danger d'explosion si la batterie est inexactement remplacée. Remplacer seulement avec le même ou équivalent. Les piles (un bloc-piles ou une pile) ne doivent pas être exposées à une chaleur excessive comme la lumière directe du soleil, le feu, etc. — [1200, 1227, 1718, 1263]
list-item: 16. Solamente para aparatos de Clase II: Este símbolo significa que el equipo es de Clase II o que es un equipo eléctrico de doble aislamiento. Está diseñado de tal manera que no requiere una conexión eléctrica de seguridad a tierra. Al realizar el servicio, utilice únicamente repuestos idénticos instalados por una persona capacitada o con el uso de cables listos para utilizar. — [56, 1281, 574, 1315]
list-item: 17. Warning (if applicable): Provide an earthing connection before the mains plug is connected to the mains. When disconnecting the earthing connection, be sure to disconnect it after pulling the mains plug out from the mains. — [637, 583, 1155, 607]
warning-title: WARNING — [1987, 212, 2053, 228]
list-item: 6. Ne pas installer près des sources de chaleur telles que radiateurs, les registres de chaleur, poêles ou autres appareils (y compris les amplificateurs) qui génèrent de la chaleur. Ne pas placer de sources de flammes nues telles que des chandelles allumées sur l'appareil. — [1200, 1016, 1718, 1052]
french-caution-block — [1756, 877, 2267, 925]
battery-paragraph: Lead-acid batteries: Dispose of lead-acid batteries by bringing them to an electronic waste center or recycling center, or dispose of them in accordance with your local ordinances. (Rechargeable lead-acid batteries are the same type used in automobiles and should be disposed of in a similar fashion.) — [1756, 532, 2267, 567]
